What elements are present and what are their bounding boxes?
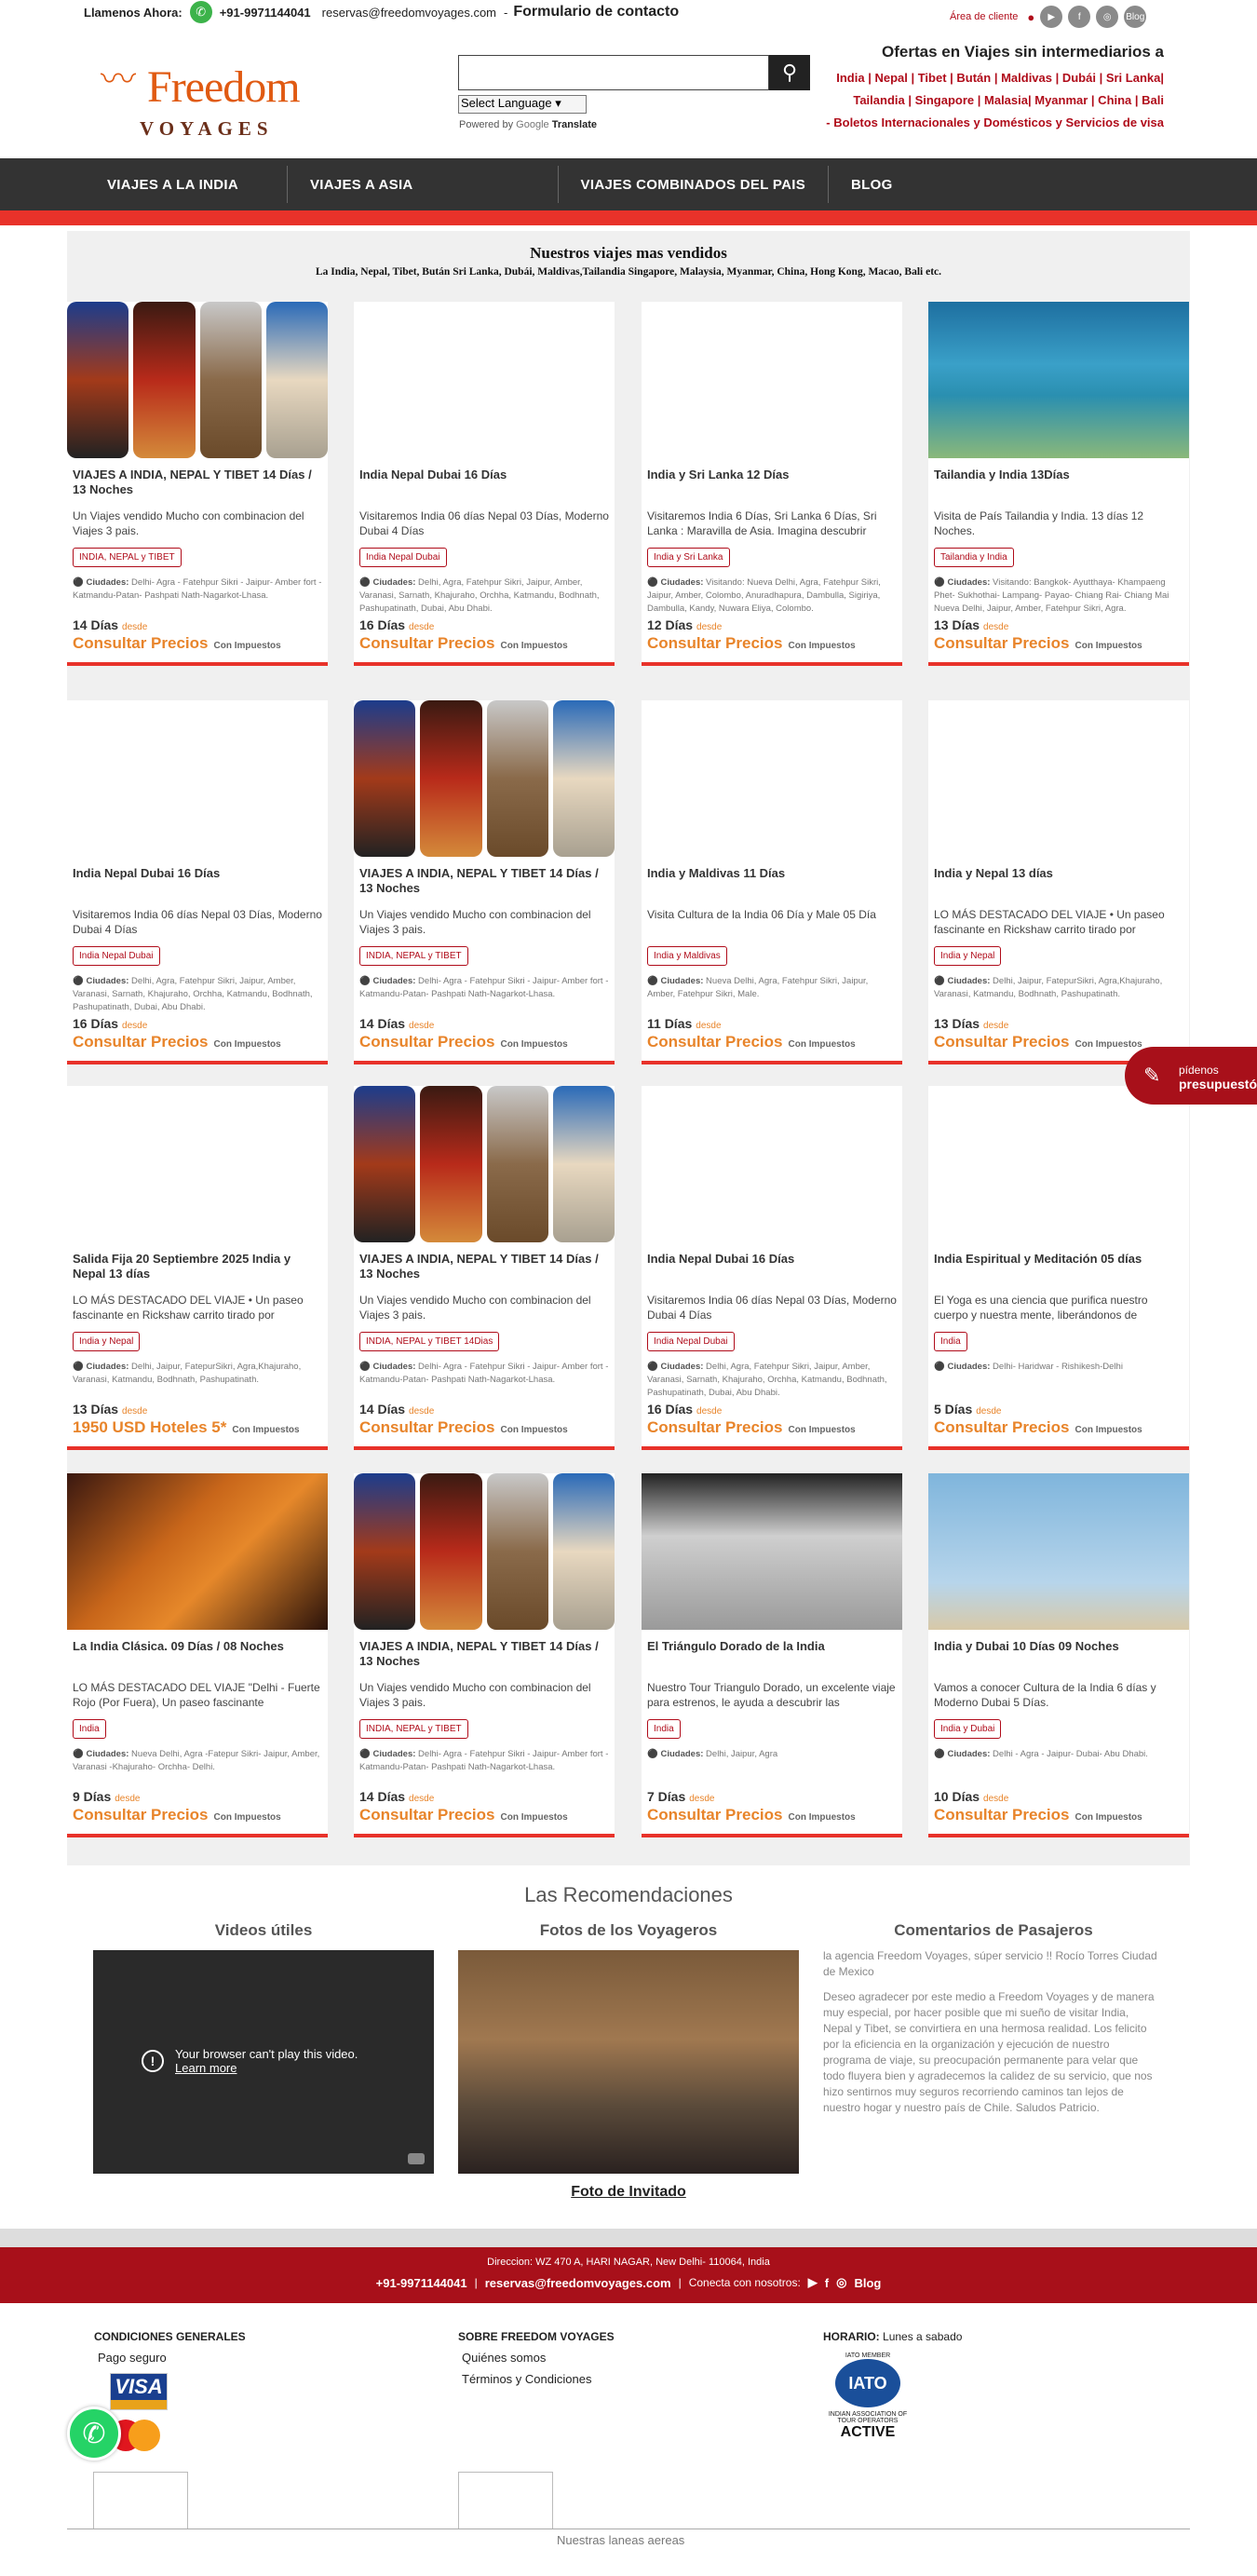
offers-destinations-3[interactable]: - Boletos Internacionales y Domésticos y Servicios de visa bbox=[826, 115, 1164, 129]
tour-card[interactable] bbox=[928, 302, 1189, 666]
whatsapp-icon: ✆ bbox=[82, 2418, 106, 2449]
tour-days: 13 Días desde bbox=[934, 617, 1009, 632]
tour-price[interactable]: Consultar Precios Con Impuestos bbox=[647, 1033, 856, 1051]
tour-tag[interactable]: India y Nepal bbox=[934, 946, 1001, 966]
tour-description: Un Viajes vendido Mucho con combinacion del Viajes 3 pais. bbox=[359, 1681, 591, 1709]
tour-cities: ⚫ Ciudades: Nueva Delhi, Agra -Fatepur Sikri- Jaipur, Amber, Varanasi -Khajuraho- Orchha- Delhi. bbox=[73, 1749, 320, 1772]
tour-image[interactable] bbox=[928, 1086, 1189, 1242]
tour-image[interactable] bbox=[642, 1086, 902, 1242]
tour-card[interactable] bbox=[928, 700, 1189, 1064]
broken-image-1 bbox=[93, 2472, 188, 2529]
tour-cities: ⚫ Ciudades: Delhi- Agra - Fatehpur Sikri - Jaipur- Amber fort -Katmandu-Patan- Pashpati Nath-Nagarkot-Lhasa. bbox=[359, 976, 609, 999]
tour-days: 16 Días desde bbox=[73, 1016, 148, 1031]
tour-cities: ⚫ Ciudades: Delhi- Agra - Fatehpur Sikri - Jaipur- Amber fort -Katmandu-Patan- Pashpati Nath-Nagarkot-Lhasa. bbox=[359, 1749, 609, 1772]
tour-days: 13 Días desde bbox=[73, 1402, 148, 1417]
tour-cities: ⚫ Ciudades: Visitando: Bangkok- Ayutthaya- Khampaeng Phet- Sukhothai- Lampang- Payao- Chiang Rai- Chiang Mai Nueva Delhi, Jaipur, Amber, Fatehpur Sikri, Agra. bbox=[934, 577, 1169, 614]
tour-title[interactable]: India y Dubai 10 Días 09 Noches bbox=[934, 1639, 1119, 1653]
section-subtitle: La India, Nepal, Tibet, Bután Sri Lanka, Dubái, Maldivas,Tailandia Singapore, Malaysia, Myanmar, China, Hong Kong, Macao, Bali etc. bbox=[315, 266, 942, 278]
tour-price[interactable]: Consultar Precios Con Impuestos bbox=[359, 1033, 568, 1051]
tour-tag[interactable]: Tailandia y India bbox=[934, 548, 1014, 567]
tour-description: Visita de País Tailandia y India. 13 días 12 Noches. bbox=[934, 509, 1144, 537]
top-email[interactable]: reservas@freedomvoyages.com bbox=[321, 5, 496, 20]
tour-card[interactable] bbox=[67, 1086, 328, 1450]
user-icon[interactable]: ● bbox=[1027, 9, 1035, 24]
tour-title[interactable]: India Espiritual y Meditación 05 días bbox=[934, 1252, 1142, 1266]
tour-card[interactable] bbox=[642, 1086, 902, 1450]
tour-cities: ⚫ Ciudades: Visitando: Nueva Delhi, Agra, Fatehpur Sikri, Jaipur, Amber, Colombo, Anuradhapura, Dambulla, Sigiriya, Dambulla, Kandy, Nuwara Eliya, Colombo. bbox=[647, 577, 881, 614]
tour-image[interactable] bbox=[354, 1473, 615, 1630]
location-icon: ⚫ bbox=[934, 577, 948, 588]
tour-tag[interactable]: India y Dubai bbox=[934, 1719, 1001, 1739]
tour-image[interactable] bbox=[67, 302, 328, 458]
tour-card[interactable] bbox=[67, 1473, 328, 1837]
tour-cities: ⚫ Ciudades: Nueva Delhi, Agra, Fatehpur Sikri, Jaipur, Amber, Fatehpur Sikri, Male. bbox=[647, 976, 869, 999]
tour-days: 10 Días desde bbox=[934, 1789, 1009, 1804]
search-button[interactable] bbox=[769, 55, 810, 90]
tour-price[interactable]: Consultar Precios Con Impuestos bbox=[934, 1033, 1142, 1051]
tour-tag[interactable]: INDIA, NEPAL y TIBET bbox=[73, 548, 182, 567]
top-phone[interactable]: +91-9971144041 bbox=[219, 5, 311, 20]
tour-tag[interactable]: INDIA, NEPAL y TIBET bbox=[359, 946, 468, 966]
tour-days: 13 Días desde bbox=[934, 1016, 1009, 1031]
tour-tag[interactable]: India Nepal Dubai bbox=[647, 1332, 735, 1351]
tour-price[interactable]: Consultar Precios Con Impuestos bbox=[359, 1806, 568, 1824]
tour-cities: ⚫ Ciudades: Delhi- Agra - Fatehpur Sikri - Jaipur- Amber fort -Katmandu-Patan- Pashpati Nath-Nagarkot-Lhasa. bbox=[359, 1362, 609, 1385]
tour-image[interactable] bbox=[928, 302, 1189, 458]
tour-description: LO MÁS DESTACADO DEL VIAJE • Un paseo fascinante en Rickshaw carrito tirado por bbox=[73, 1294, 304, 1322]
tour-days: 14 Días desde bbox=[359, 1402, 435, 1417]
tour-image[interactable] bbox=[67, 1473, 328, 1630]
tour-price[interactable]: Consultar Precios Con Impuestos bbox=[359, 634, 568, 652]
tour-card[interactable] bbox=[354, 700, 615, 1064]
offers-destinations-1[interactable]: India | Nepal | Tibet | Bután | Maldivas | Dubái | Sri Lanka| bbox=[836, 71, 1164, 85]
tour-tag[interactable]: India y Maldivas bbox=[647, 946, 727, 966]
tour-title[interactable]: India Nepal Dubai 16 Días bbox=[359, 468, 507, 481]
tour-description: Un Viajes vendido Mucho con combinacion del Viajes 3 pais. bbox=[359, 1294, 591, 1322]
tour-days: 9 Días desde bbox=[73, 1789, 141, 1804]
freedom-voyages-logo[interactable]: 〰 Freedom VOYAGES bbox=[93, 43, 279, 136]
tour-title[interactable]: India y Nepal 13 días bbox=[934, 866, 1053, 880]
tour-title[interactable]: Tailandia y India 13Días bbox=[934, 468, 1070, 481]
contact-form-link[interactable]: Formulario de contacto bbox=[513, 4, 680, 20]
tour-tag[interactable]: India bbox=[73, 1719, 106, 1739]
footer-gray-band bbox=[0, 2229, 1257, 2247]
tour-price[interactable]: Consultar Precios Con Impuestos bbox=[647, 1806, 856, 1824]
tour-description: Visitaremos India 06 días Nepal 03 Días, Moderno Dubai 4 Días bbox=[647, 1294, 897, 1322]
location-icon: ⚫ bbox=[934, 1749, 948, 1759]
tour-card[interactable] bbox=[354, 1473, 615, 1837]
footer-conditions: CONDICIONES GENERALES Pago seguro bbox=[94, 2330, 246, 2365]
whatsapp-icon[interactable]: ✆ bbox=[190, 1, 212, 23]
tour-price[interactable]: Consultar Precios Con Impuestos bbox=[359, 1418, 568, 1436]
tour-title[interactable]: VIAJES A INDIA, NEPAL Y TIBET 14 Días / 13 Noches bbox=[359, 866, 599, 895]
tour-price[interactable]: Consultar Precios Con Impuestos bbox=[934, 1806, 1142, 1824]
tour-price[interactable]: 1950 USD Hoteles 5* Con Impuestos bbox=[73, 1418, 300, 1436]
guest-photo bbox=[458, 1950, 799, 2174]
tour-title[interactable]: VIAJES A INDIA, NEPAL Y TIBET 14 Días / 13 Noches bbox=[73, 468, 312, 496]
tour-cities: ⚫ Ciudades: Delhi, Agra, Fatehpur Sikri, Jaipur, Amber, Varanasi, Sarnath, Khajuraho, Orchha, Katmandu, Bodhnath, Pashupatinath, Dubai, Abu Dhabi. bbox=[73, 976, 313, 1012]
location-icon: ⚫ bbox=[647, 577, 661, 588]
videos-title: Videos útiles bbox=[214, 1921, 313, 1939]
facebook-icon[interactable]: f bbox=[1068, 6, 1090, 28]
section-title: Nuestros viajes mas vendidos bbox=[530, 244, 727, 262]
tour-card[interactable] bbox=[928, 1086, 1189, 1450]
nav-asia[interactable]: VIAJES A ASIA bbox=[309, 176, 413, 193]
location-icon: ⚫ bbox=[647, 976, 661, 986]
tour-days: 14 Días desde bbox=[359, 1016, 435, 1031]
tour-price[interactable]: Consultar Precios Con Impuestos bbox=[647, 634, 856, 652]
tour-description: Visitaremos India 06 días Nepal 03 Días, Moderno Dubai 4 Días bbox=[73, 908, 322, 936]
tour-title[interactable]: India y Maldivas 11 Días bbox=[647, 866, 786, 880]
search-icon: ⚲ bbox=[781, 61, 798, 84]
tour-cities: ⚫ Ciudades: Delhi, Agra, Fatehpur Sikri, Jaipur, Amber, Varanasi, Sarnath, Khajuraho, Orchha, Katmandu, Bodhnath, Pashupatinath, Dubai, Abu Dhabi. bbox=[359, 577, 600, 614]
tour-title[interactable]: India Nepal Dubai 16 Días bbox=[647, 1252, 795, 1266]
tour-description: El Yoga es una ciencia que purifica nuestro cuerpo y nuestra mente, liberándonos de bbox=[934, 1294, 1148, 1322]
tour-tag[interactable]: India bbox=[934, 1332, 967, 1351]
tour-description: Un Viajes vendido Mucho con combinacion del Viajes 3 pais. bbox=[73, 509, 304, 537]
location-icon: ⚫ bbox=[73, 1362, 87, 1372]
bird-icon: 〰 bbox=[101, 61, 137, 100]
tour-card[interactable] bbox=[642, 302, 902, 666]
main-nav bbox=[0, 158, 1257, 210]
tour-card[interactable] bbox=[642, 700, 902, 1064]
tour-card[interactable] bbox=[67, 302, 328, 666]
secure-payment-link[interactable]: Pago seguro bbox=[98, 2351, 167, 2365]
iato-logo: IATO MEMBER IATO INDIAN ASSOCIATION OF TOUR OPERATORS ACTIVE bbox=[828, 2352, 908, 2440]
tour-image[interactable] bbox=[928, 1473, 1189, 1630]
footer-blog-link[interactable]: Blog bbox=[854, 2275, 882, 2290]
tour-price[interactable]: Consultar Precios Con Impuestos bbox=[73, 1033, 281, 1051]
tour-image[interactable] bbox=[642, 302, 902, 458]
location-icon: ⚫ bbox=[73, 1749, 87, 1759]
tour-card[interactable] bbox=[354, 302, 615, 666]
tour-days: 7 Días desde bbox=[647, 1789, 715, 1804]
tour-description: Visitaremos India 6 Días, Sri Lanka 6 Días, Sri Lanka : Maravilla de Asia. Imagina descubrir bbox=[647, 509, 877, 537]
youtube-icon[interactable]: ▶ bbox=[1040, 6, 1062, 28]
tour-price[interactable]: Consultar Precios Con Impuestos bbox=[73, 634, 281, 652]
tour-cities: ⚫ Ciudades: Delhi, Jaipur, Agra bbox=[647, 1749, 778, 1759]
broken-image-2 bbox=[458, 2472, 553, 2529]
footer-hours: HORARIO: Lunes a sabado bbox=[823, 2330, 963, 2343]
location-icon: ⚫ bbox=[359, 577, 373, 588]
footer-email[interactable]: reservas@freedomvoyages.com bbox=[484, 2275, 671, 2290]
footer-contact-bar: Direccion: WZ 470 A, HARI NAGAR, New Delhi- 110064, India +91-9971144041 | reservas@freedomvoyages.com | Conecta con nosotros: ▶ f ◎ Blog bbox=[0, 2247, 1257, 2303]
tour-cities: ⚫ Ciudades: Delhi, Jaipur, FatepurSikri, Agra,Khajuraho, Varanasi, Katmandu, Bodhnath, Pashupatinath. bbox=[934, 976, 1163, 999]
tour-image[interactable] bbox=[354, 1086, 615, 1242]
location-icon: ⚫ bbox=[73, 976, 87, 986]
tour-days: 16 Días desde bbox=[647, 1402, 723, 1417]
tour-cities: ⚫ Ciudades: Delhi- Haridwar - Rishikesh-Delhi bbox=[934, 1362, 1123, 1372]
tour-card[interactable] bbox=[642, 1473, 902, 1837]
tour-days: 12 Días desde bbox=[647, 617, 723, 632]
language-select[interactable]: Select Language ▾ bbox=[458, 95, 587, 114]
footer-about: SOBRE FREEDOM VOYAGES Quiénes somos Términos y Condiciones bbox=[458, 2330, 615, 2386]
terms-link[interactable]: Términos y Condiciones bbox=[462, 2372, 592, 2386]
client-area-link[interactable]: Área de cliente bbox=[950, 11, 1019, 22]
tour-cities: ⚫ Ciudades: Delhi - Agra - Jaipur- Dubai- Abu Dhabi. bbox=[934, 1749, 1148, 1759]
recommendations-title: Las Recomendaciones bbox=[524, 1883, 733, 1906]
tour-title[interactable]: India Nepal Dubai 16 Días bbox=[73, 866, 221, 880]
tour-description: Vamos a conocer Cultura de la India 6 días y Moderno Dubai 5 Días. bbox=[934, 1681, 1156, 1709]
learn-more-link[interactable]: Learn more bbox=[175, 2061, 237, 2075]
whatsapp-float-button[interactable] bbox=[67, 2407, 121, 2461]
separator: - bbox=[504, 5, 508, 20]
youtube-icon[interactable] bbox=[408, 2153, 425, 2164]
nav-india[interactable]: VIAJES A LA INDIA bbox=[107, 176, 238, 193]
tour-cities: ⚫ Ciudades: Delhi- Agra - Fatehpur Sikri - Jaipur- Amber fort -Katmandu-Patan- Pashpati Nath-Nagarkot-Lhasa. bbox=[73, 577, 322, 601]
search-input[interactable] bbox=[458, 55, 769, 90]
tour-days: 16 Días desde bbox=[359, 617, 435, 632]
bestsellers-section bbox=[67, 231, 1190, 1865]
tour-title[interactable]: La India Clásica. 09 Días / 08 Noches bbox=[73, 1639, 284, 1653]
tour-description: Visita Cultura de la India 06 Día y Male 05 Día bbox=[647, 908, 876, 921]
tour-image[interactable] bbox=[642, 1473, 902, 1630]
tour-tag[interactable]: India y Sri Lanka bbox=[647, 548, 730, 567]
tour-tag[interactable]: India y Nepal bbox=[73, 1332, 140, 1351]
about-us-link[interactable]: Quiénes somos bbox=[462, 2351, 547, 2365]
tour-tag[interactable]: India Nepal Dubai bbox=[73, 946, 160, 966]
location-icon: ⚫ bbox=[73, 577, 87, 588]
header bbox=[0, 24, 1257, 158]
tour-days: 14 Días desde bbox=[73, 617, 148, 632]
tour-card[interactable] bbox=[928, 1473, 1189, 1837]
tour-days: 14 Días desde bbox=[359, 1789, 435, 1804]
alert-icon: ! bbox=[142, 2050, 164, 2072]
passenger-comments bbox=[823, 1948, 1158, 2125]
powered-by-google: Powered by Google Translate bbox=[459, 119, 598, 130]
video-player[interactable] bbox=[93, 1950, 434, 2174]
tour-cities: ⚫ Ciudades: Delhi, Jaipur, FatepurSikri, Agra,Khajuraho, Varanasi, Katmandu, Bodhnath, Pashupatinath. bbox=[73, 1362, 302, 1385]
guest-photo-caption[interactable]: Foto de Invitado bbox=[571, 2184, 686, 2200]
tour-image[interactable] bbox=[642, 700, 902, 857]
location-icon: ⚫ bbox=[359, 1362, 373, 1372]
tour-tag[interactable]: India Nepal Dubai bbox=[359, 548, 447, 567]
offers-destinations-2[interactable]: Tailandia | Singapore | Malasia| Myanmar | China | Bali bbox=[853, 93, 1164, 107]
nav-blog[interactable]: BLOG bbox=[851, 176, 893, 193]
location-icon: ⚫ bbox=[359, 976, 373, 986]
tour-cities: ⚫ Ciudades: Delhi, Agra, Fatehpur Sikri, Jaipur, Amber, Varanasi, Sarnath, Khajuraho, Orchha, Katmandu, Bodhnath, Pashupatinath, Dubai, Abu Dhabi. bbox=[647, 1362, 887, 1398]
tour-price[interactable]: Consultar Precios Con Impuestos bbox=[934, 1418, 1142, 1436]
facebook-icon[interactable]: f bbox=[824, 2275, 830, 2290]
pencil-icon: ✎ bbox=[1143, 1064, 1161, 1087]
tour-description: LO MÁS DESTACADO DEL VIAJE • Un paseo fascinante en Rickshaw carrito tirado por bbox=[934, 908, 1165, 936]
tour-tag[interactable]: INDIA, NEPAL y TIBET bbox=[359, 1719, 468, 1739]
location-icon: ⚫ bbox=[359, 1749, 373, 1759]
connect-label: Conecta con nosotros: bbox=[688, 2276, 801, 2289]
tour-price[interactable]: Consultar Precios Con Impuestos bbox=[934, 634, 1142, 652]
tour-days: 5 Días desde bbox=[934, 1402, 1002, 1417]
comments-title: Comentarios de Pasajeros bbox=[894, 1921, 1093, 1939]
tour-image[interactable] bbox=[928, 700, 1189, 857]
tour-days: 11 Días desde bbox=[647, 1016, 722, 1031]
tour-card[interactable] bbox=[67, 700, 328, 1064]
tour-description: Visitaremos India 06 días Nepal 03 Días, Moderno Dubai 4 Días bbox=[359, 509, 609, 537]
tour-description: LO MÁS DESTACADO DEL VIAJE "Delhi - Fuerte Rojo (Por Fuera), Un paseo fascinante bbox=[73, 1681, 320, 1709]
tour-title[interactable]: El Triángulo Dorado de la India bbox=[647, 1639, 825, 1653]
tour-title[interactable]: VIAJES A INDIA, NEPAL Y TIBET 14 Días / 13 Noches bbox=[359, 1252, 599, 1281]
call-label: Llamenos Ahora: bbox=[84, 5, 182, 20]
photos-title: Fotos de los Voyageros bbox=[539, 1921, 718, 1939]
tour-description: Nuestro Tour Triangulo Dorado, un excelente viaje para estrenos, le ayuda a descubrir las bbox=[647, 1681, 896, 1709]
tour-title[interactable]: India y Sri Lanka 12 Días bbox=[647, 468, 790, 481]
tour-image[interactable] bbox=[67, 700, 328, 857]
blog-link[interactable]: Blog bbox=[1124, 6, 1146, 28]
comment-2: Deseo agradecer por este medio a Freedom Voyages y de manera muy especial, por hacer posible que mi sueño de visitar India, Nepal y Tibet, se convirtiera en una hermosa realidad. Los felicito por la eficiencia en la organización y ejecución de nuestro programa de viaje, su preocupación permanente para velar que todo fluyera bien y agradecemos la calidez de su servicio, que nos hizo sentirnos muy seguros recorriendo caminos tan lejos de nuestro hogar y nuestro país de Chile. Saludos Patricio. bbox=[823, 1990, 1155, 2114]
comment-1: la agencia Freedom Voyages, súper servicio !! Rocío Torres Ciudad de Mexico bbox=[823, 1949, 1157, 1978]
tour-image[interactable] bbox=[354, 302, 615, 458]
tour-image[interactable] bbox=[67, 1086, 328, 1242]
youtube-icon[interactable]: ▶ bbox=[807, 2275, 818, 2289]
nav-combined[interactable]: VIAJES COMBINADOS DEL PAIS bbox=[580, 176, 805, 193]
tour-title[interactable]: VIAJES A INDIA, NEPAL Y TIBET 14 Días / 13 Noches bbox=[359, 1639, 599, 1668]
instagram-icon[interactable]: ◎ bbox=[836, 2275, 847, 2289]
location-icon: ⚫ bbox=[934, 1362, 948, 1372]
tour-price[interactable]: Consultar Precios Con Impuestos bbox=[647, 1418, 856, 1436]
header-red-bar bbox=[0, 210, 1257, 225]
footer-phone[interactable]: +91-9971144041 bbox=[375, 2275, 467, 2290]
tour-price[interactable]: Consultar Precios Con Impuestos bbox=[73, 1806, 281, 1824]
tour-title[interactable]: Salida Fija 20 Septiembre 2025 India y Nepal 13 días bbox=[73, 1252, 291, 1281]
location-icon: ⚫ bbox=[647, 1749, 661, 1759]
visa-logo: VISA bbox=[110, 2373, 168, 2410]
footer-address: Direccion: WZ 470 A, HARI NAGAR, New Delhi- 110064, India bbox=[487, 2257, 770, 2268]
location-icon: ⚫ bbox=[647, 1362, 661, 1372]
tour-image[interactable] bbox=[354, 700, 615, 857]
video-error-text: Your browser can't play this video. bbox=[175, 2047, 358, 2061]
request-quote-button[interactable]: ✎ pídenos presupuestó bbox=[1125, 1047, 1257, 1105]
tour-tag[interactable]: INDIA, NEPAL y TIBET 14Dias bbox=[359, 1332, 499, 1351]
instagram-icon[interactable]: ◎ bbox=[1096, 6, 1118, 28]
tour-card[interactable] bbox=[354, 1086, 615, 1450]
airlines-image: Nuestras laneas aereas bbox=[557, 2533, 685, 2547]
location-icon: ⚫ bbox=[934, 976, 948, 986]
offers-title: Ofertas en Viajes sin intermediarios a bbox=[882, 43, 1164, 61]
tour-tag[interactable]: India bbox=[647, 1719, 681, 1739]
tour-description: Un Viajes vendido Mucho con combinacion del Viajes 3 pais. bbox=[359, 908, 591, 936]
offers-box bbox=[810, 43, 1164, 134]
